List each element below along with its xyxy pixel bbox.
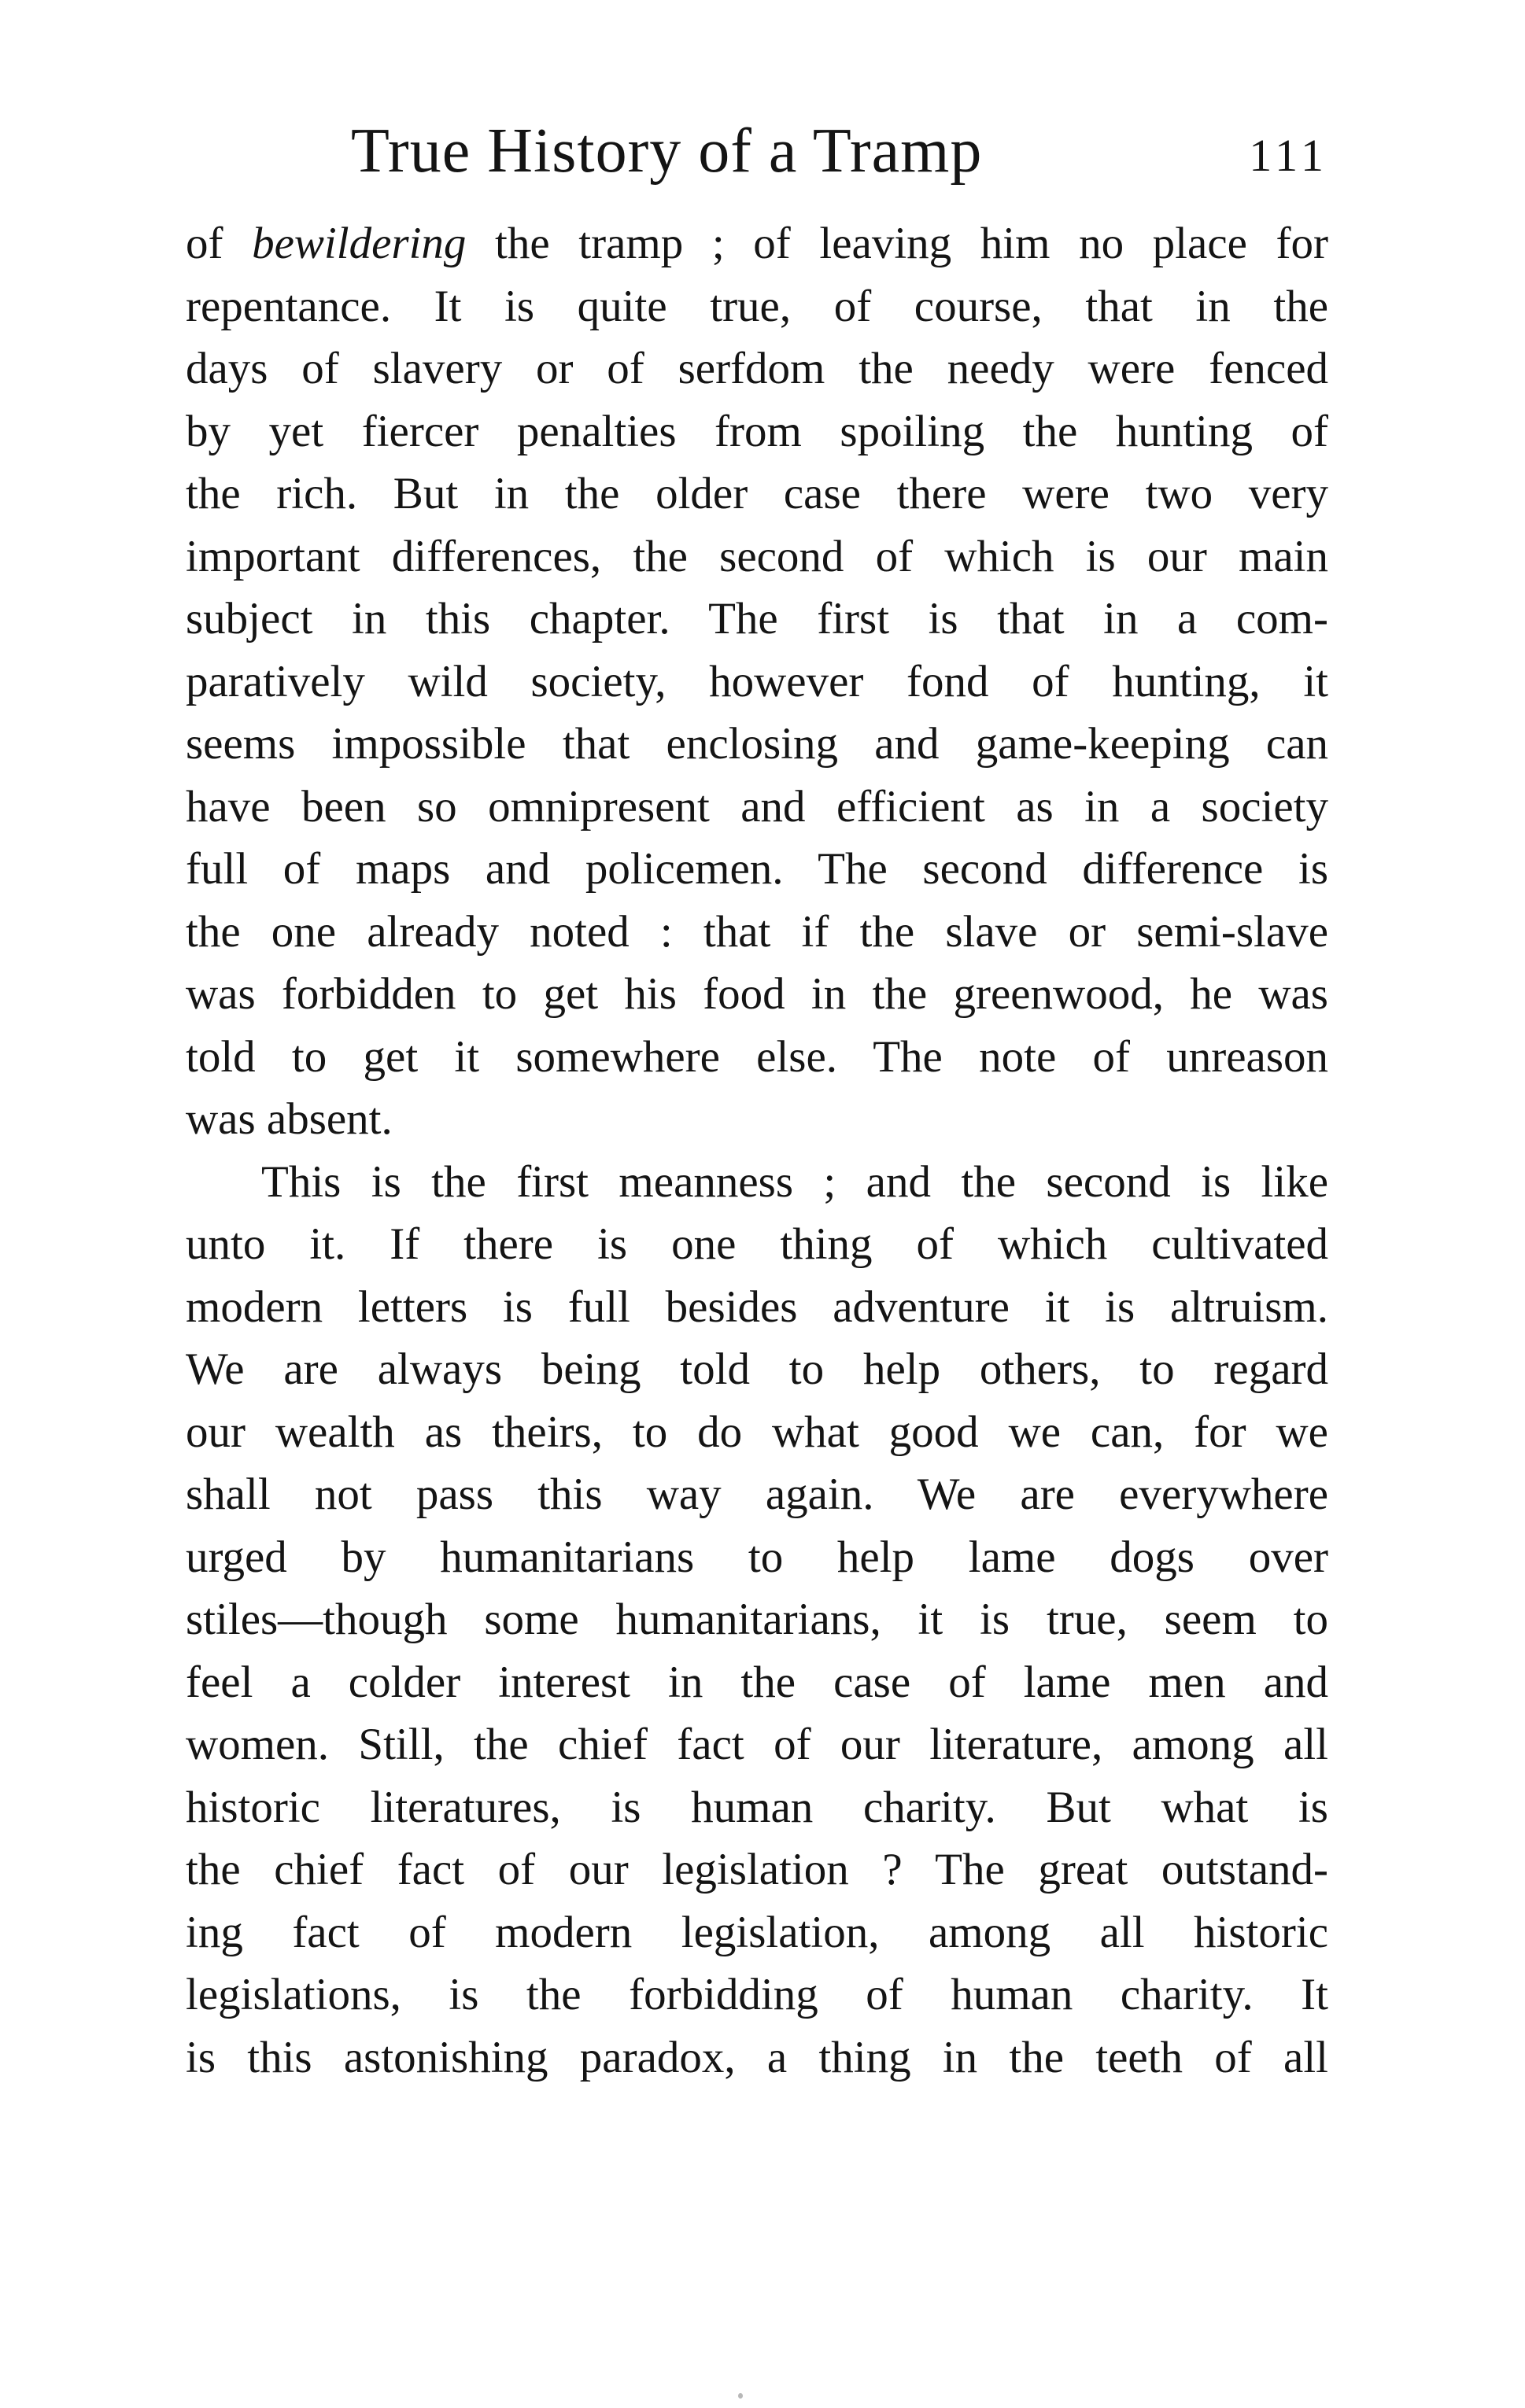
text-line-30: is this astonishing paradox, a thing in the teeth of all bbox=[186, 2032, 1328, 2082]
text-line-8: paratively wild society, however fond of hunting, it bbox=[186, 656, 1328, 706]
text-line-3: days of slavery or of serfdom the needy were fenced bbox=[186, 344, 1328, 393]
page-number: 111 bbox=[1249, 130, 1328, 181]
text-line-26: historic literatures, is human charity. But what is bbox=[186, 1782, 1328, 1832]
text-line-9: seems impossible that enclosing and game-keeping can bbox=[186, 719, 1328, 769]
text-line-28: ing fact of modern legislation, among all historic bbox=[186, 1907, 1328, 1957]
text-line-27: the chief fact of our legislation ? The great outstand- bbox=[186, 1845, 1328, 1894]
text-line-16: This is the first meanness ; and the second is like bbox=[261, 1156, 1328, 1207]
text-line-19: We are always being told to help others, to regard bbox=[186, 1344, 1328, 1394]
text-line-11: full of maps and policemen. The second difference is bbox=[186, 844, 1328, 894]
text-line-18: modern letters is full besides adventure it is altruism. bbox=[186, 1281, 1328, 1332]
text-line-15: was absent. bbox=[186, 1094, 393, 1144]
text-line-14: told to get it somewhere else. The note of unreason bbox=[186, 1031, 1328, 1082]
text-line-23: stiles—though some humanitarians, it is true, seem to bbox=[186, 1595, 1328, 1644]
text-line-13: was forbidden to get his food in the greenwood, he was bbox=[186, 969, 1328, 1019]
running-header bbox=[186, 112, 1328, 190]
text-line-17: unto it. If there is one thing of which cultivated bbox=[186, 1219, 1328, 1269]
text-line-24: feel a colder interest in the case of lame men and bbox=[186, 1657, 1328, 1707]
text-line-1: of bewildering the tramp ; of leaving him no place for bbox=[186, 219, 1328, 268]
text-line-10: have been so omnipresent and efficient as in a society bbox=[186, 781, 1328, 832]
paper-speck bbox=[738, 2393, 743, 2399]
text-line-2: repentance. It is quite true, of course, that in the bbox=[186, 281, 1328, 331]
text-line-6: important differences, the second of which is our main bbox=[186, 531, 1328, 581]
text-line-12: the one already noted : that if the slave or semi-slave bbox=[186, 906, 1328, 957]
text-line-22: urged by humanitarians to help lame dogs over bbox=[186, 1532, 1328, 1582]
text-line-20: our wealth as theirs, to do what good we can, for we bbox=[186, 1407, 1328, 1457]
body-text bbox=[186, 212, 1328, 2089]
text-line-7: subject in this chapter. The first is that in a com- bbox=[186, 594, 1328, 643]
running-title: True History of a Tramp bbox=[351, 116, 983, 186]
text-line-4: by yet fiercer penalties from spoiling the hunting of bbox=[186, 406, 1328, 456]
text-line-5: the rich. But in the older case there were two very bbox=[186, 469, 1328, 518]
italic-word: bewildering bbox=[252, 219, 467, 268]
text-line-29: legislations, is the forbidding of human charity. It bbox=[186, 1970, 1328, 2019]
text-line-21: shall not pass this way again. We are everywhere bbox=[186, 1470, 1328, 1519]
text-line-25: women. Still, the chief fact of our literature, among all bbox=[186, 1720, 1328, 1769]
